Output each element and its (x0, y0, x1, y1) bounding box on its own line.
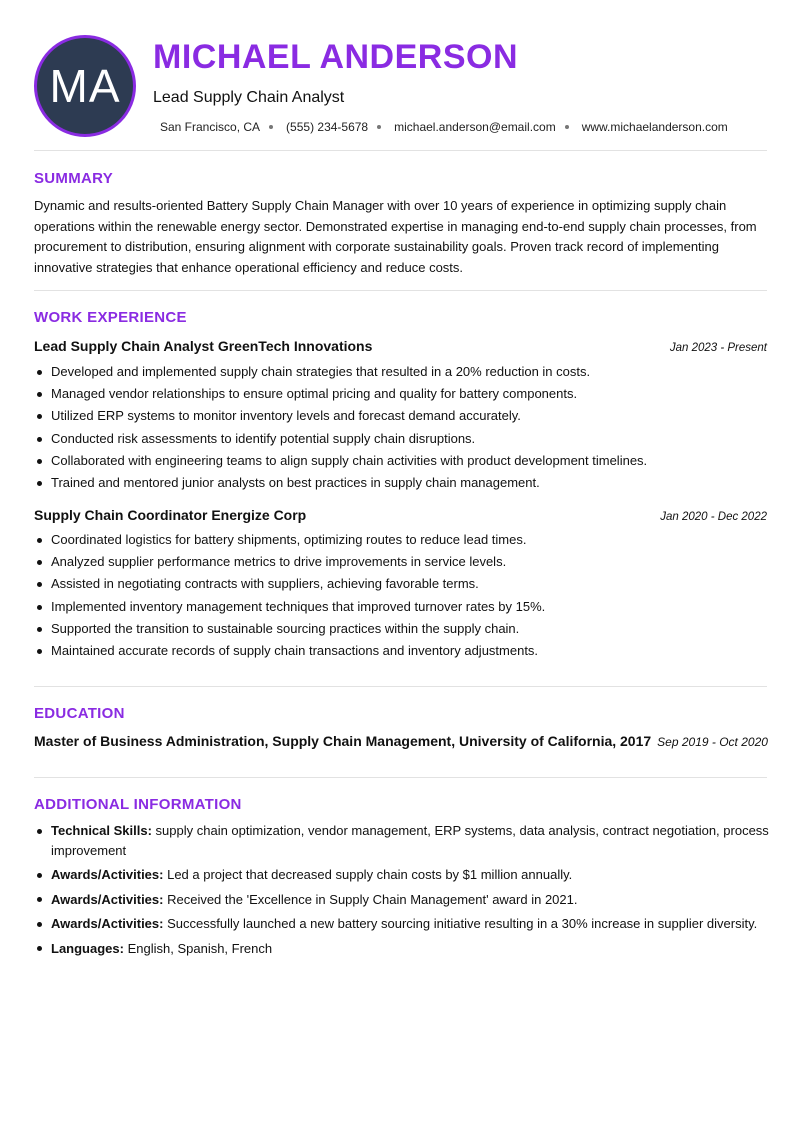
list-item (34, 821, 769, 860)
job-dates: Jan 2020 - Dec 2022 (660, 511, 767, 523)
additional-list (34, 821, 769, 963)
list-item: Implemented inventory management techniques that improved turnover rates by 15%. (34, 596, 767, 618)
job-role: Lead Supply Chain Analyst GreenTech Innovations (34, 338, 373, 354)
job-dates: Jan 2023 - Present (669, 342, 767, 354)
list-item (34, 865, 769, 885)
list-item: Supported the transition to sustainable sourcing practices within the supply chain. (34, 618, 767, 640)
job-bullets (34, 361, 767, 494)
education-dates: Sep 2019 - Oct 2020 (657, 735, 768, 749)
section-divider (34, 686, 767, 687)
contact-line (160, 120, 728, 134)
separator-dot-icon (377, 125, 381, 129)
item-text: Received the 'Excellence in Supply Chain Management' award in 2021. (167, 891, 578, 907)
contact-phone: (555) 234-5678 (286, 120, 369, 134)
list-item (34, 939, 769, 959)
summary-text: Dynamic and results-oriented Battery Supply Chain Manager with over 10 years of experience in optimizing supply chain operations within the renewable energy sector. Demonstrated expertise in managing end-to-end supply chain processes, from procurement to distribution, ensuring alignment with corporate sustainability goals. Proven track record of implementing innovative strategies that enhance operational efficiency and reduce costs. (34, 198, 757, 275)
list-item: Developed and implemented supply chain strategies that resulted in a 20% reduction in costs. (34, 361, 767, 383)
contact-website: www.michaelanderson.com (581, 120, 728, 134)
list-item: Trained and mentored junior analysts on best practices in supply chain management. (34, 472, 767, 494)
job-bullets (34, 529, 767, 662)
avatar (34, 35, 136, 137)
candidate-name: MICHAEL ANDERSON (153, 38, 519, 76)
list-item: Maintained accurate records of supply chain transactions and inventory adjustments. (34, 640, 767, 662)
item-text: Successfully launched a new battery sourcing initiative resulting in a 30% increase in supplier diversity. (167, 916, 758, 931)
section-divider (34, 150, 767, 151)
item-label: Languages: (51, 940, 124, 956)
separator-dot-icon (269, 125, 273, 129)
list-item: Collaborated with engineering teams to align supply chain activities with product development timelines. (34, 450, 767, 472)
list-item: Utilized ERP systems to monitor inventory levels and forecast demand accurately. (34, 405, 767, 427)
separator-dot-icon (565, 125, 569, 129)
summary-heading: SUMMARY (34, 170, 114, 187)
section-divider (34, 290, 767, 291)
contact-location: San Francisco, CA (160, 120, 261, 134)
contact-email: michael.anderson@email.com (394, 120, 556, 134)
item-label: Awards/Activities: (51, 891, 164, 907)
experience-heading: WORK EXPERIENCE (34, 309, 187, 326)
list-item (34, 914, 769, 934)
list-item: Analyzed supplier performance metrics to drive improvements in service levels. (34, 551, 767, 573)
list-item: Managed vendor relationships to ensure optimal pricing and quality for battery components. (34, 383, 767, 405)
list-item (34, 890, 769, 910)
additional-heading: ADDITIONAL INFORMATION (34, 796, 242, 813)
item-label: Technical Skills: (51, 823, 152, 838)
item-text: Led a project that decreased supply chain costs by $1 million annually. (167, 867, 573, 882)
list-item: Coordinated logistics for battery shipments, optimizing routes to reduce lead times. (34, 529, 767, 551)
list-item: Assisted in negotiating contracts with suppliers, achieving favorable terms. (34, 573, 767, 595)
education-heading: EDUCATION (34, 705, 125, 722)
job-header (34, 338, 767, 354)
item-label: Awards/Activities: (51, 867, 164, 882)
job-role: Supply Chain Coordinator Energize Corp (34, 507, 307, 523)
candidate-title: Lead Supply Chain Analyst (153, 89, 345, 106)
education-degree: Master of Business Administration, Supply Chain Management, University of California, 2017 (34, 733, 652, 749)
item-text: supply chain optimization, vendor management, ERP systems, data analysis, contract negotiation, process improvement (51, 823, 769, 858)
item-text: English, Spanish, French (127, 940, 273, 956)
avatar-initials: MA (49, 60, 121, 112)
job-header (34, 507, 767, 523)
education-entry (34, 733, 774, 749)
list-item: Conducted risk assessments to identify potential supply chain disruptions. (34, 428, 767, 450)
item-label: Awards/Activities: (51, 916, 164, 931)
section-divider (34, 777, 767, 778)
